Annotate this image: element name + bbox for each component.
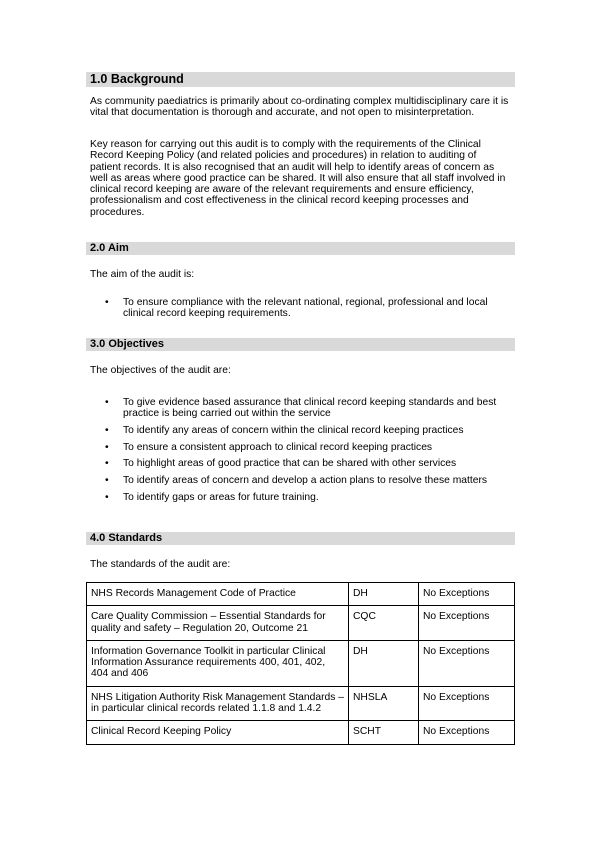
section-heading-aim: 2.0 Aim [86, 242, 515, 255]
standard-name-cell: Information Governance Toolkit in particular Clinical Information Assurance requirements 400, 401, 402, 404 and 406 [87, 640, 349, 686]
standard-body-cell: SCHT [349, 721, 419, 744]
table-row [87, 583, 515, 606]
standards-table [86, 582, 515, 745]
table-row [87, 606, 515, 641]
standard-exception-cell: No Exceptions [419, 721, 515, 744]
objectives-intro: The objectives of the audit are: [90, 365, 231, 376]
standard-exception-cell: No Exceptions [419, 686, 515, 721]
table-row [87, 721, 515, 744]
standard-name-cell: Clinical Record Keeping Policy [87, 721, 349, 744]
section-heading-background: 1.0 Background [86, 72, 515, 87]
standard-exception-cell: No Exceptions [419, 606, 515, 641]
standard-body-cell: CQC [349, 606, 419, 641]
table-row [87, 686, 515, 721]
section-heading-standards: 4.0 Standards [86, 532, 515, 545]
aim-bullet-item: • To ensure compliance with the relevant national, regional, professional and local clinical record keeping requirements. [90, 297, 510, 320]
objective-bullet-item: • To identify areas of concern and develop a action plans to resolve these matters [90, 475, 510, 486]
objective-bullet-item: • To give evidence based assurance that clinical record keeping standards and best practice is being carried out within the service [90, 397, 510, 420]
background-paragraph-2: Key reason for carrying out this audit is to comply with the requirements of the Clinical Record Keeping Policy (and related policies and procedures) in relation to auditing of patient records. It is also recognised that an audit will help to identify areas of concern as well as areas where good practice can be shared. It will also ensure that all staff involved in clinical record keeping are aware of the relevant requirements and ensure efficiency, professionalism and cost effectiveness in the clinical record keeping processes and procedures. [90, 139, 506, 218]
objectives-bullet-list [90, 397, 510, 508]
aim-bullet-list [90, 297, 510, 325]
objective-bullet-item: • To ensure a consistent approach to clinical record keeping practices [90, 442, 510, 453]
standard-name-cell: Care Quality Commission – Essential Standards for quality and safety – Regulation 20, Outcome 21 [87, 606, 349, 641]
aim-intro: The aim of the audit is: [90, 269, 195, 280]
objective-bullet-item: • To identify any areas of concern within the clinical record keeping practices [90, 425, 510, 436]
standard-body-cell: DH [349, 640, 419, 686]
table-row [87, 640, 515, 686]
objective-bullet-item: • To identify gaps or areas for future training. [90, 492, 510, 503]
standard-body-cell: DH [349, 583, 419, 606]
standard-exception-cell: No Exceptions [419, 583, 515, 606]
standards-intro: The standards of the audit are: [90, 559, 231, 570]
standard-exception-cell: No Exceptions [419, 640, 515, 686]
standard-name-cell: NHS Records Management Code of Practice [87, 583, 349, 606]
standard-name-cell: NHS Litigation Authority Risk Management Standards – in particular clinical records related 1.1.8 and 1.4.2 [87, 686, 349, 721]
objective-bullet-item: • To highlight areas of good practice that can be shared with other services [90, 458, 510, 469]
standard-body-cell: NHSLA [349, 686, 419, 721]
background-paragraph-1: As community paediatrics is primarily about co-ordinating complex multidisciplinary care it is vital that documentation is thorough and accurate, and not open to misinterpretation. [90, 96, 509, 119]
section-heading-objectives: 3.0 Objectives [86, 338, 515, 351]
